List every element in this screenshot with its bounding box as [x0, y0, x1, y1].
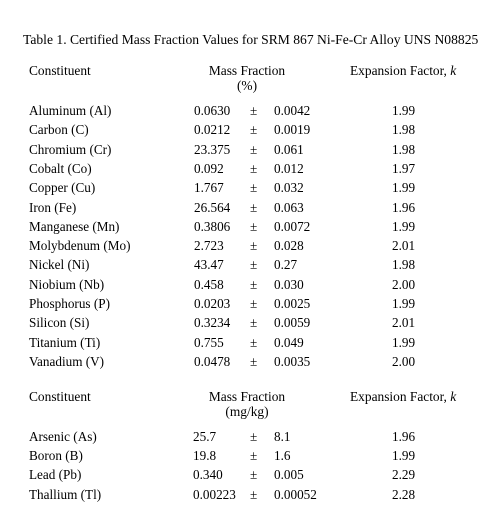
mass-fraction-value: 43.47 — [194, 257, 224, 273]
constituent-name: Niobium (Nb) — [29, 276, 105, 292]
constituent-name: Copper (Cu) — [29, 180, 96, 196]
header-expansion-k: k — [450, 389, 457, 404]
constituent-name: Molybdenum (Mo) — [29, 238, 131, 254]
constituent-name: Nickel (Ni) — [29, 257, 90, 273]
plus-minus-sign: ± — [250, 257, 258, 273]
expansion-factor-value: 1.99 — [392, 334, 416, 350]
expansion-factor-value: 2.01 — [392, 315, 416, 331]
uncertainty-value: 0.061 — [274, 141, 304, 157]
expansion-factor-value: 2.28 — [392, 486, 416, 502]
uncertainty-value: 0.0059 — [274, 315, 311, 331]
plus-minus-sign: ± — [250, 448, 258, 464]
expansion-factor-value: 1.99 — [392, 180, 416, 196]
header-expansion-label: Expansion Factor, — [350, 389, 451, 404]
uncertainty-value: 1.6 — [274, 448, 291, 464]
mass-fraction-value: 2.723 — [194, 238, 224, 254]
mass-fraction-value: 23.375 — [194, 141, 231, 157]
constituent-name: Cobalt (Co) — [29, 160, 92, 176]
uncertainty-value: 0.0035 — [274, 353, 311, 369]
expansion-factor-value: 1.99 — [392, 218, 416, 234]
header-expansion-label: Expansion Factor, — [350, 63, 451, 78]
constituent-name: Arsenic (As) — [29, 429, 97, 444]
constituent-name: Aluminum (Al) — [29, 103, 112, 118]
plus-minus-sign: ± — [250, 429, 258, 444]
uncertainty-value: 0.0019 — [274, 122, 311, 138]
mass-fraction-value: 0.340 — [193, 467, 223, 483]
uncertainty-value: 0.0072 — [274, 218, 311, 234]
constituent-name: Silicon (Si) — [29, 315, 90, 331]
expansion-factor-value: 1.98 — [392, 257, 416, 273]
plus-minus-sign: ± — [250, 296, 258, 311]
plus-minus-sign: ± — [250, 103, 258, 118]
header-expansion-factor — [350, 390, 456, 403]
plus-minus-sign: ± — [250, 141, 258, 157]
expansion-factor-value: 1.99 — [392, 296, 416, 311]
mass-fraction-value: 0.0212 — [194, 122, 231, 138]
expansion-factor-value: 1.99 — [392, 448, 416, 464]
constituent-name: Iron (Fe) — [29, 199, 77, 215]
constituent-name: Boron (B) — [29, 448, 83, 464]
constituent-name: Chromium (Cr) — [29, 141, 112, 157]
plus-minus-sign: ± — [250, 315, 258, 331]
uncertainty-value: 0.049 — [274, 334, 304, 350]
plus-minus-sign: ± — [250, 160, 258, 176]
header-constituent: Constituent — [29, 63, 91, 78]
mass-fraction-value: 25.7 — [193, 429, 217, 444]
constituent-name: Vanadium (V) — [29, 353, 105, 369]
uncertainty-value: 0.028 — [274, 238, 304, 254]
uncertainty-value: 0.27 — [274, 257, 298, 273]
plus-minus-sign: ± — [250, 276, 258, 292]
expansion-factor-value: 1.96 — [392, 199, 416, 215]
plus-minus-sign: ± — [250, 353, 258, 369]
mass-fraction-value: 0.0203 — [194, 296, 231, 311]
plus-minus-sign: ± — [250, 486, 258, 502]
mass-fraction-value: 1.767 — [194, 180, 224, 196]
mass-fraction-value: 26.564 — [194, 199, 231, 215]
header-expansion-k: k — [450, 63, 457, 78]
mass-fraction-value: 0.0630 — [194, 103, 231, 118]
mass-fraction-value: 0.755 — [194, 334, 224, 350]
plus-minus-sign: ± — [250, 238, 258, 254]
mass-fraction-value: 0.3806 — [194, 218, 231, 234]
expansion-factor-value: 1.96 — [392, 429, 416, 444]
uncertainty-value: 0.063 — [274, 199, 304, 215]
uncertainty-value: 0.030 — [274, 276, 304, 292]
constituent-name: Carbon (C) — [29, 122, 89, 138]
header-unit-percent: (%) — [236, 78, 258, 93]
uncertainty-value: 0.005 — [274, 467, 304, 483]
plus-minus-sign: ± — [250, 467, 258, 483]
plus-minus-sign: ± — [250, 218, 258, 234]
expansion-factor-value: 1.97 — [392, 160, 416, 176]
uncertainty-value: 0.0042 — [274, 103, 311, 118]
header-unit-mgkg: (mg/kg) — [225, 404, 269, 419]
plus-minus-sign: ± — [250, 122, 258, 138]
mass-fraction-value: 19.8 — [193, 448, 217, 464]
plus-minus-sign: ± — [250, 180, 258, 196]
uncertainty-value: 0.00052 — [274, 486, 317, 502]
expansion-factor-value: 2.00 — [392, 353, 416, 369]
table-title: Table 1. Certified Mass Fraction Values for SRM 867 Ni-Fe-Cr Alloy UNS N08825 — [23, 32, 479, 47]
constituent-name: Manganese (Mn) — [29, 218, 120, 234]
expansion-factor-value: 2.00 — [392, 276, 416, 292]
uncertainty-value: 0.012 — [274, 160, 304, 176]
uncertainty-value: 8.1 — [274, 429, 291, 444]
expansion-factor-value: 2.29 — [392, 467, 416, 483]
header-expansion-factor — [350, 64, 456, 77]
mass-fraction-value: 0.092 — [194, 160, 224, 176]
expansion-factor-value: 1.99 — [392, 103, 416, 118]
mass-fraction-value: 0.458 — [194, 276, 224, 292]
constituent-name: Lead (Pb) — [29, 467, 82, 483]
expansion-factor-value: 1.98 — [392, 141, 416, 157]
uncertainty-value: 0.0025 — [274, 296, 311, 311]
plus-minus-sign: ± — [250, 199, 258, 215]
header-mass-fraction: Mass Fraction — [208, 63, 286, 78]
mass-fraction-value: 0.3234 — [194, 315, 231, 331]
constituent-name: Titanium (Ti) — [29, 334, 101, 350]
uncertainty-value: 0.032 — [274, 180, 304, 196]
mass-fraction-value: 0.00223 — [193, 486, 236, 502]
header-constituent: Constituent — [29, 389, 91, 404]
constituent-name: Phosphorus (P) — [29, 296, 110, 311]
mass-fraction-value: 0.0478 — [194, 353, 231, 369]
expansion-factor-value: 1.98 — [392, 122, 416, 138]
constituent-name: Thallium (Tl) — [29, 486, 102, 502]
expansion-factor-value: 2.01 — [392, 238, 416, 254]
header-mass-fraction: Mass Fraction — [208, 389, 286, 404]
plus-minus-sign: ± — [250, 334, 258, 350]
